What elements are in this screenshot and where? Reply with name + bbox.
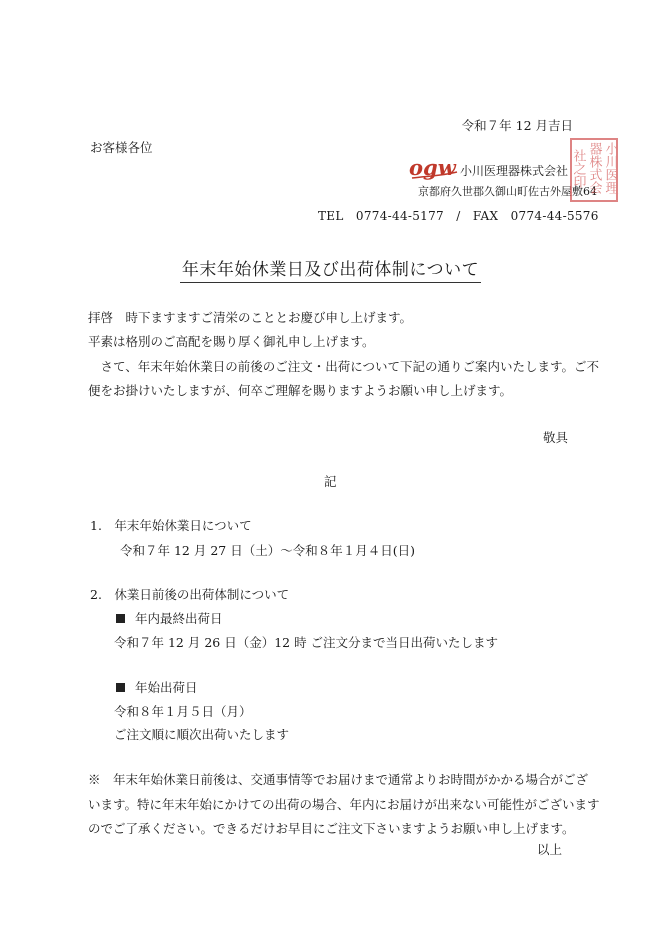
- first-shipment-detail: ご注文順に順次出荷いたします: [114, 727, 290, 742]
- last-shipment-label-row: [116, 609, 223, 627]
- square-bullet-icon: [116, 614, 125, 623]
- first-shipment-date: 令和８年１月５日（月）: [114, 704, 252, 719]
- section-2-heading: 2. 休業日前後の出荷体制について: [90, 587, 290, 602]
- holiday-period: 令和７年 12 月 27 日（土）～令和８年１月４日(日): [120, 543, 415, 558]
- first-shipment-label: 年始出荷日: [135, 680, 198, 695]
- addressee: お客様各位: [90, 140, 153, 155]
- company-name: 小川医理器株式会社: [460, 164, 569, 178]
- company-logo-text: ogw: [409, 155, 456, 180]
- document-date: 令和７年 12 月吉日: [461, 118, 573, 133]
- ending-ijo: 以上: [536, 842, 562, 857]
- greeting-line-3: さて、年末年始休業日の前後のご注文・出荷について下記の通りご案内いたします。ご不: [88, 359, 600, 374]
- square-bullet-icon: [116, 683, 125, 692]
- closing-keigu: 敬具: [542, 430, 568, 445]
- first-shipment-label-row: [116, 678, 198, 696]
- company-logo: [409, 155, 459, 181]
- last-shipment-detail: 令和７年 12 月 26 日（金）12 時 ご注文分まで当日出荷いたします: [114, 635, 499, 650]
- last-shipment-label: 年内最終出荷日: [135, 611, 223, 626]
- company-seal-stamp: 小川医理 器株式会 社之印: [570, 138, 618, 202]
- company-address: 京都府久世郡久御山町佐古外屋敷64: [418, 185, 597, 198]
- company-contact: TEL 0774-44-5177 / FAX 0774-44-5576: [318, 209, 599, 223]
- note-line-2: います。特に年末年始にかけての出荷の場合、年内にお届けが出来ない可能性がございます: [88, 797, 600, 812]
- greeting-line-4: 便をお掛けいたしますが、何卒ご理解を賜りますようお願い申し上げます。: [88, 383, 513, 398]
- ki-heading: 記: [324, 474, 337, 489]
- document-title: [0, 255, 661, 280]
- note-line-3: のでご了承ください。できるだけお早目にご注文下さいますようお願い申し上げます。: [88, 821, 575, 836]
- section-1-heading: 1. 年末年始休業日について: [90, 518, 252, 533]
- document-title-text: 年末年始休業日及び出荷体制について: [180, 260, 481, 283]
- greeting-line-1: 拝啓 時下ますますご清栄のこととお慶び申し上げます。: [88, 310, 413, 325]
- greeting-line-2: 平素は格別のご高配を賜り厚く御礼申し上げます。: [88, 334, 375, 349]
- note-line-1: ※ 年末年始休業日前後は、交通事情等でお届けまで通常よりお時間がかかる場合がござ: [88, 772, 589, 787]
